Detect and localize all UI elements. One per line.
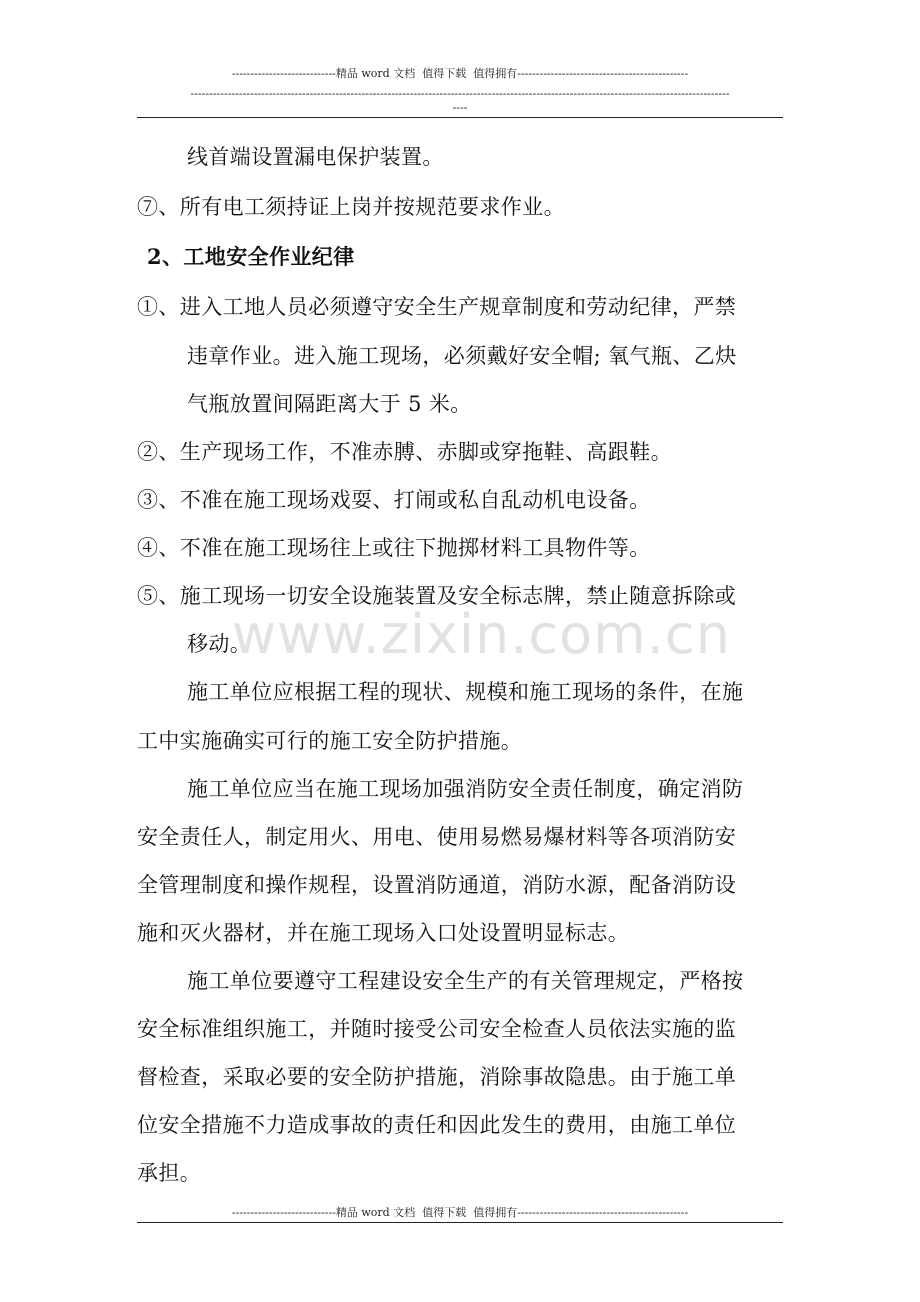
- footer-banner: ----------------------------精品 word 文档 值得下载 值得拥有----------------------------------------------: [231, 1206, 689, 1219]
- header-banner: ----------------------------精品 word 文档 值得下载 值得拥有----------------------------------------------: [231, 67, 689, 80]
- list-item: ②、生产现场工作，不准赤膊、赤脚或穿拖鞋、高跟鞋。: [137, 440, 672, 464]
- list-item: ⑦、所有电工须持证上岗并按规范要求作业。: [137, 195, 565, 219]
- paragraph-line: 工中实施确实可行的施工安全防护措施。: [137, 729, 523, 753]
- watermark: www.zixin.com.cn: [232, 603, 731, 666]
- text-line: 违章作业。进入施工现场，必须戴好安全帽; 氧气瓶、乙炔: [187, 344, 737, 368]
- header-dash-tail: ----: [452, 101, 468, 114]
- paragraph-line: 施工单位应当在施工现场加强消防安全责任制度，确定消防: [187, 777, 744, 801]
- paragraph-line: 全管理制度和操作规程，设置消防通道，消防水源，配备消防设: [137, 873, 737, 897]
- list-item: ③、不准在施工现场戏耍、打闹或私自乱动机电设备。: [137, 488, 651, 512]
- paragraph-line: 承担。: [137, 1161, 202, 1185]
- paragraph-line: 安全标准组织施工，并随时接受公司安全检查人员依法实施的监: [137, 1017, 737, 1041]
- text-line: 气瓶放置间隔距离大于 5 米。: [187, 392, 472, 416]
- list-item: ①、进入工地人员必须遵守安全生产规章制度和劳动纪律，严禁: [137, 295, 737, 319]
- header-dash-line: -------------------------------------------------------------------------------------------------------------------------------------------------: [190, 87, 730, 100]
- text-line: 线首端设置漏电保护装置。: [187, 145, 444, 169]
- list-item: ⑤、施工现场一切安全设施装置及安全标志牌，禁止随意拆除或: [137, 584, 737, 608]
- header-rule: [137, 117, 783, 118]
- paragraph-line: 安全责任人，制定用火、用电、使用易燃易爆材料等各项消防安: [137, 825, 737, 849]
- footer-rule: [137, 1222, 783, 1223]
- paragraph-line: 施工单位要遵守工程建设安全生产的有关管理规定，严格按: [187, 969, 744, 993]
- list-item: ④、不准在施工现场往上或往下抛掷材料工具物件等。: [137, 536, 651, 560]
- paragraph-line: 施和灭火器材，并在施工现场入口处设置明显标志。: [137, 921, 630, 945]
- paragraph-line: 施工单位应根据工程的现状、规模和施工现场的条件，在施: [187, 680, 744, 704]
- paragraph-line: 督检查，采取必要的安全防护措施，消除事故隐患。由于施工单: [137, 1065, 737, 1089]
- paragraph-line: 位安全措施不力造成事故的责任和因此发生的费用，由施工单位: [137, 1113, 737, 1137]
- section-heading: 2、工地安全作业纪律: [147, 244, 355, 269]
- text-line: 移动。: [187, 632, 252, 656]
